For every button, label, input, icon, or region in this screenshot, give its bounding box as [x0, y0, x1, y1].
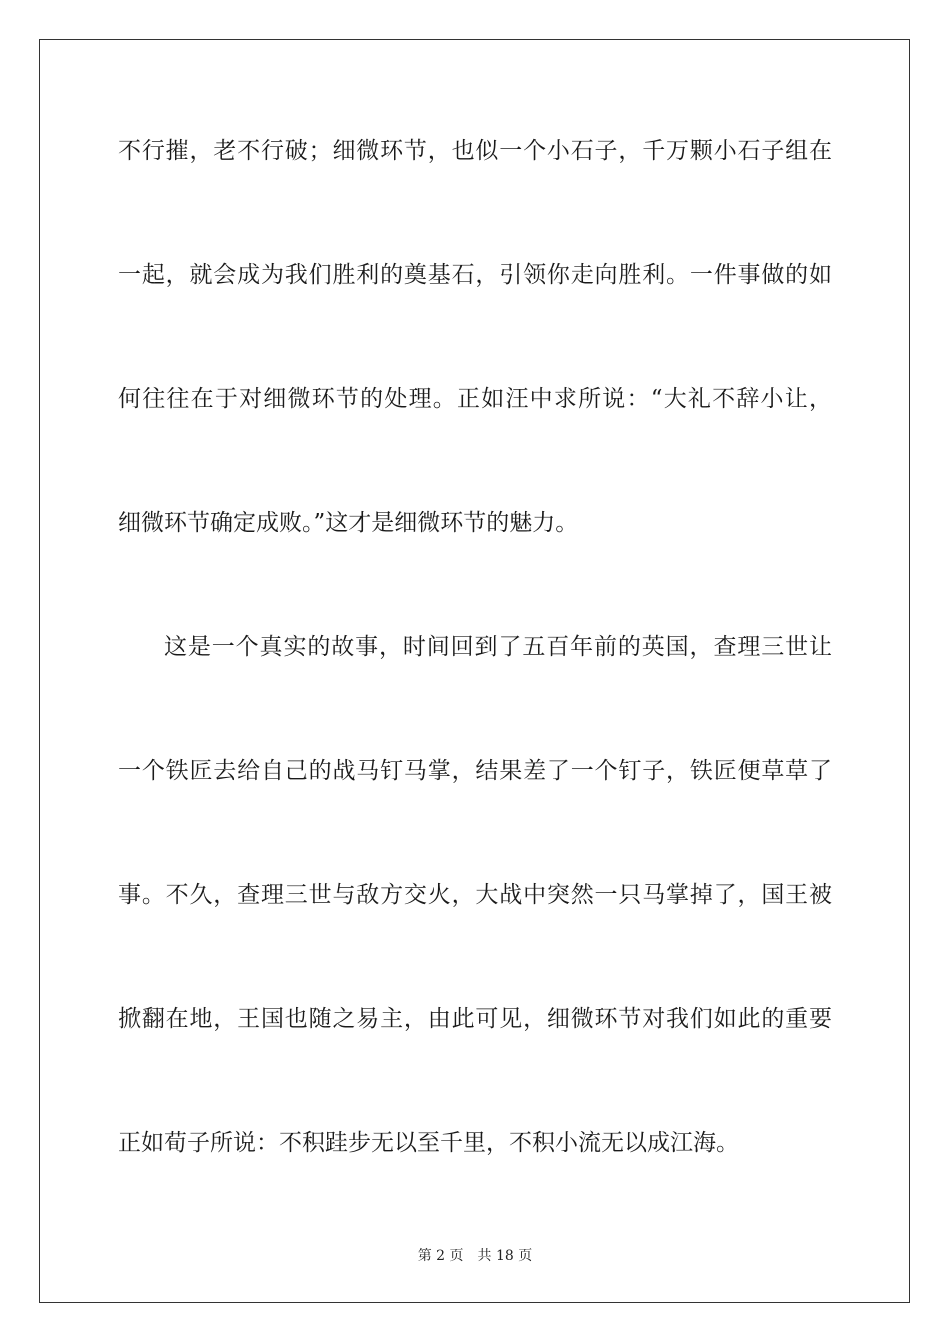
paragraph-line: 掀翻在地，王国也随之易主，由此可见，细微环节对我们如此的重要	[118, 1006, 832, 1032]
paragraph-line: 细微环节确定成败。”这才是细微环节的魅力。	[118, 510, 579, 536]
page-border	[39, 39, 910, 1303]
paragraph-line: 何往往在于对细微环节的处理。正如汪中求所说：“大礼不辞小让，	[118, 386, 832, 412]
total-pages: 共 18 页	[477, 1248, 533, 1264]
paragraph-line: 一起，就会成为我们胜利的奠基石，引领你走向胜利。一件事做的如	[118, 262, 832, 288]
page-footer	[0, 1246, 950, 1266]
paragraph-line: 不行摧，老不行破；细微环节，也似一个小石子，千万颗小石子组在	[118, 138, 832, 164]
paragraph-line: 事。不久，查理三世与敌方交火，大战中突然一只马掌掉了，国王被	[118, 882, 832, 908]
paragraph-line: 这是一个真实的故事，时间回到了五百年前的英国，查理三世让	[164, 634, 832, 660]
paragraph-line: 正如荀子所说：不积跬步无以至千里，不积小流无以成江海。	[118, 1130, 739, 1156]
page-number: 第 2 页	[417, 1248, 464, 1264]
paragraph-line: 一个铁匠去给自己的战马钉马掌，结果差了一个钉子，铁匠便草草了	[118, 758, 832, 784]
